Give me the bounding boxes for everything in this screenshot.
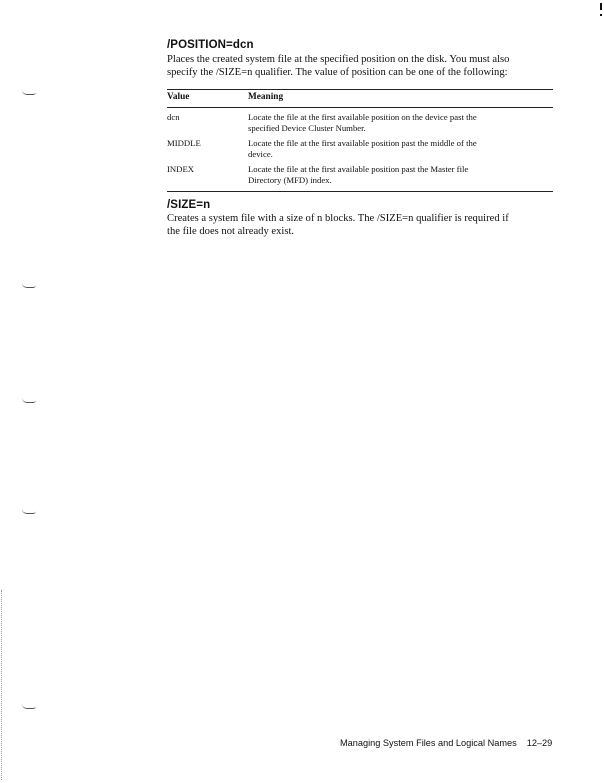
position-qualifier-description [167, 53, 557, 79]
meaning-line: specified Device Cluster Number. [248, 123, 366, 133]
binding-tick [22, 398, 36, 403]
row-meaning [248, 164, 548, 187]
meaning-line: Locate the file at the first available position on the device past the [248, 111, 477, 122]
page-footer [340, 738, 560, 748]
table-row [167, 112, 553, 135]
scan-dot [600, 14, 602, 16]
meaning-line: device. [248, 149, 273, 159]
row-value: INDEX [167, 163, 195, 174]
binding-tick [22, 509, 36, 514]
description-line: the file does not already exist. [167, 226, 295, 238]
meaning-line: Locate the file at the first available position past the Master file [248, 163, 469, 174]
header-meaning: Meaning [248, 92, 284, 102]
meaning-line: Directory (MFD) index. [248, 175, 332, 185]
description-line: Creates a system file with a size of n blocks. The /SIZE=n qualifier is required if [167, 213, 509, 224]
header-value: Value [167, 92, 190, 102]
description-line: Places the created system file at the specified position on the disk. You must also [167, 54, 510, 65]
footer-chapter-title: Managing System Files and Logical Names [340, 738, 517, 748]
binding-tick [22, 283, 36, 288]
position-values-table [167, 89, 553, 192]
binding-tick [22, 90, 36, 95]
binding-tick [22, 704, 36, 709]
row-meaning [248, 138, 548, 161]
row-value: MIDDLE [167, 137, 201, 148]
binding-edge [1, 590, 2, 780]
table-top-rule [167, 89, 553, 90]
size-qualifier-description [167, 212, 557, 238]
table-header-row [167, 92, 553, 104]
description-line: specify the /SIZE=n qualifier. The value of position can be one of the following: [167, 67, 508, 79]
table-bottom-rule [167, 191, 553, 192]
footer-page-number: 12–29 [526, 738, 553, 748]
table-header-rule [167, 107, 553, 108]
position-qualifier-heading: /POSITION=dcn [167, 39, 254, 51]
row-meaning [248, 112, 548, 135]
scan-mark [600, 3, 602, 10]
row-value: dcn [167, 111, 180, 122]
size-qualifier-heading: /SIZE=n [167, 199, 211, 211]
meaning-line: Locate the file at the first available position past the middle of the [248, 137, 477, 148]
table-row [167, 138, 553, 161]
table-row [167, 164, 553, 187]
